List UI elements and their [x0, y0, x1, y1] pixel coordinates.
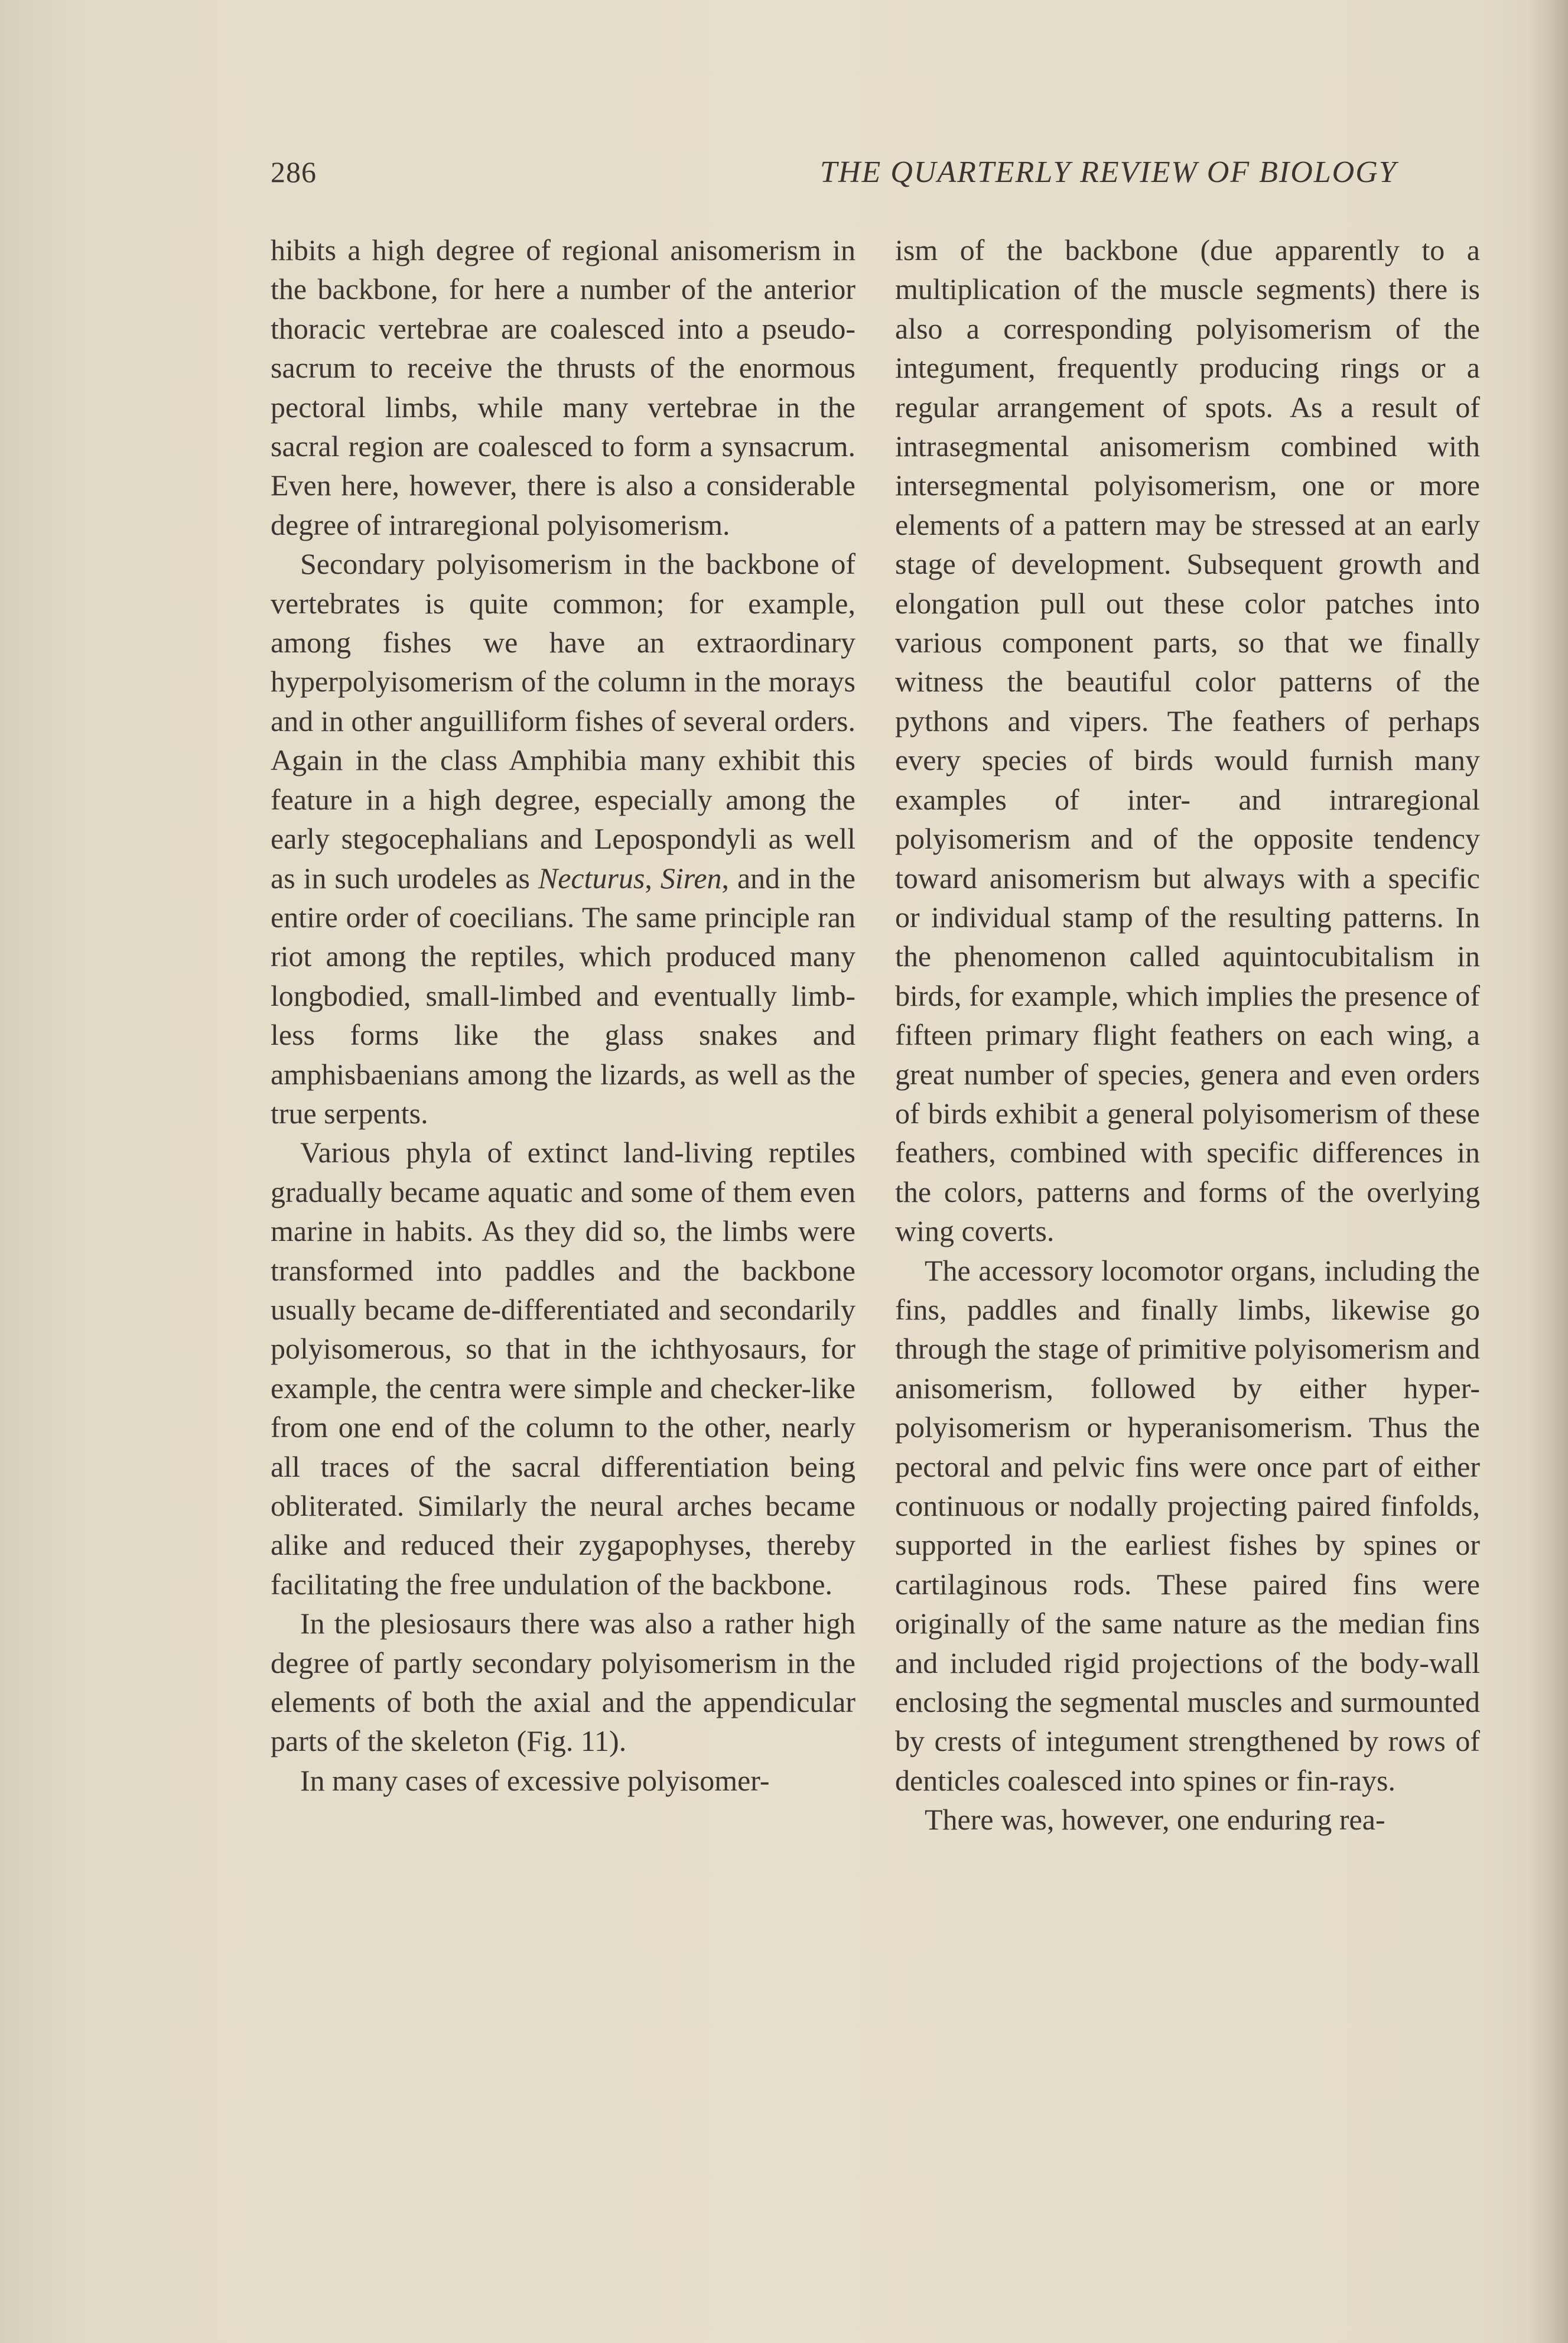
paragraph: The accessory locomotor organs, including the fins, paddles and finally limbs, likewise go through the stage of primitive polyisomerism and anisomerism, followed by either hyper-polyisomerism or hyperanisomerism. Thus the pectoral and pelvic fins were once part of either continuous or nodally projecting paired finfolds, supported in the earliest fishes by spines or cartilaginous rods. These paired fins were originally of the same nature as the median fins and included rigid projections of the body-wall enclosing the segmental muscles and surmounted by crests of integument strengthened by rows of denticles coalesced into spines or fin-rays. — [895, 1253, 1480, 1797]
paragraph: Various phyla of extinct land-living reptiles gradually became aquatic and some of them even marine in habits. As they did so, the limbs were transformed into paddles and the backbone usually became de-differentiated and secondarily polyisomerous, so that in the ichthyosaurs, for example, the centra were simple and checker-like from one end of the column to the other, nearly all traces of the sacral differentiation being obliterated. Similarly the neural arches became alike and reduced their zygapophyses, thereby facilitating the free undulation of the backbone. — [271, 1136, 855, 1601]
genus-name-necturus: Necturus — [538, 861, 645, 895]
paragraph: In many cases of excessive polyisomer- — [300, 1763, 770, 1797]
page-number: 286 — [271, 155, 317, 189]
paragraph: ism of the backbone (due apparently to a multiplication of the muscle segments) there is also a corresponding polyisomerism of the integument, frequently producing rings or a regular arrangement of spots. As a result of intrasegmental anisomerism combined with intersegmental polyisomerism, one or more elements of a pattern may be stressed at an early stage of development. Subsequent growth and elongation pull out these color patches into various component parts, so that we finally witness the beautiful color patterns of the pythons and vipers. The feathers of perhaps every species of birds would furnish many examples of inter- and intraregional polyisomerism and of the opposite tendency toward anisomerism but always with a specific or individual stamp of the resulting patterns. In the phenomenon called aquintocubitalism in birds, for example, which implies the presence of fifteen primary flight feathers on each wing, a great number of species, genera and even orders of birds exhibit a general polyisomerism of these feathers, combined with specific differences in the colors, patterns and forms of the overlying wing coverts. — [895, 233, 1480, 1248]
paragraph: In the plesiosaurs there was also a rather high degree of partly secondary polyisomerism in the elements of both the axial and the appendicular parts of the skeleton (Fig. 11). — [271, 1607, 855, 1758]
page-header — [271, 155, 1488, 196]
paragraph: hibits a high degree of regional anisomerism in the backbone, for here a number of the anterior thoracic vertebrae are coalesced into a pseudo-sacrum to receive the thrusts of the enormous pectoral limbs, while many vertebrae in the sacral region are coalesced to form a synsacrum. Even here, however, there is also a considerable degree of intraregional polyisomerism. — [271, 233, 855, 541]
genus-name-siren: Siren — [660, 861, 722, 895]
paragraph-text: Secondary polyisomerism in the backbone of vertebrates is quite common; for example, among fishes we have an extraordinary hyperpolyisomerism of the column in the morays and in other anguilliform fishes of several orders. Again in the class Amphibia many exhibit this feature in a high degree, especially among the early stegocephalians and Lepospondyli as well as in such urodeles as — [271, 547, 855, 895]
running-head: THE QUARTERLY REVIEW OF BIOLOGY — [820, 155, 1397, 189]
paragraph: There was, however, one enduring rea- — [925, 1803, 1385, 1837]
page-edge-shadow — [1527, 0, 1568, 2343]
left-column — [271, 230, 855, 1800]
right-column — [895, 230, 1480, 1840]
paragraph — [271, 544, 855, 1133]
paragraph-text: , and in the entire order of coecilians. The same principle ran riot among the reptiles, which produced many longbodied, small-limbed and eventually limbless forms like the glass snakes and amphisbaenians among the lizards, as well as the true serpents. — [271, 861, 856, 1130]
paragraph-text: , — [645, 861, 661, 895]
